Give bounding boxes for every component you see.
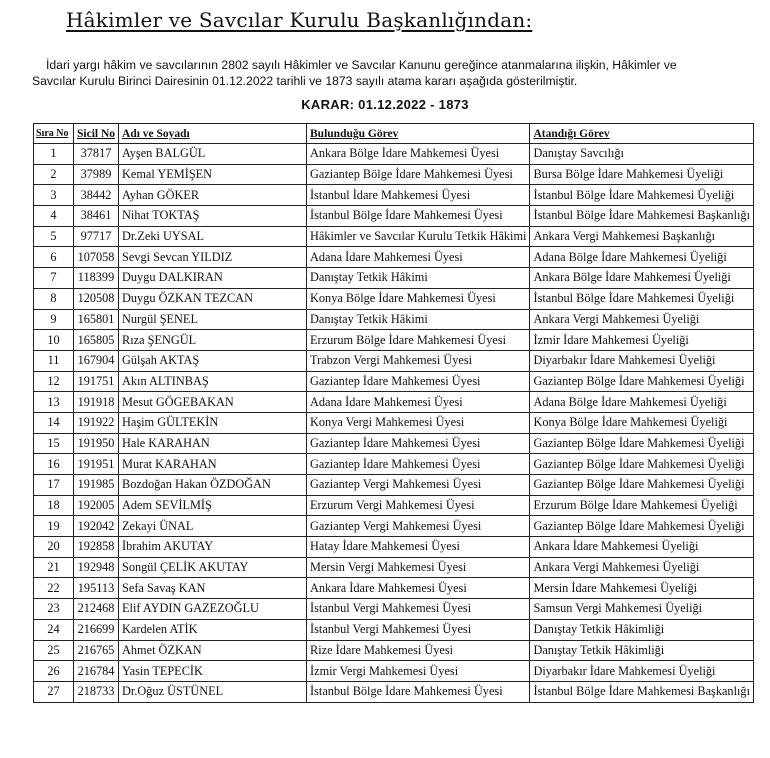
appointments-table [33,123,754,703]
cell-name: Sevgi Sevcan YILDIZ [119,247,307,268]
cell-new-post: Ankara Vergi Mahkemesi Üyeliği [530,309,754,330]
cell-current-post: Konya Bölge İdare Mahkemesi Üyesi [307,288,530,309]
cell-current-post: Gaziantep İdare Mahkemesi Üyesi [307,371,530,392]
cell-sicil-no: 192005 [74,495,119,516]
table-row [34,681,754,702]
cell-name: Duygu DALKIRAN [119,268,307,289]
cell-new-post: Danıştay Savcılığı [530,144,754,165]
cell-new-post: Gaziantep Bölge İdare Mahkemesi Üyeliği [530,433,754,454]
cell-sicil-no: 191751 [74,371,119,392]
cell-sira-no: 23 [34,599,74,620]
cell-current-post: İstanbul Vergi Mahkemesi Üyesi [307,619,530,640]
cell-new-post: Gaziantep Bölge İdare Mahkemesi Üyeliği [530,516,754,537]
cell-sicil-no: 192042 [74,516,119,537]
cell-current-post: Gaziantep İdare Mahkemesi Üyesi [307,454,530,475]
cell-sicil-no: 120508 [74,288,119,309]
cell-sira-no: 11 [34,350,74,371]
table-row [34,350,754,371]
cell-new-post: Bursa Bölge İdare Mahkemesi Üyeliği [530,164,754,185]
cell-sicil-no: 107058 [74,247,119,268]
cell-new-post: Danıştay Tetkik Hâkimliği [530,619,754,640]
cell-sira-no: 17 [34,475,74,496]
cell-sicil-no: 191951 [74,454,119,475]
cell-current-post: Danıştay Tetkik Hâkimi [307,268,530,289]
column-header-sicil-no: Sicil No [74,124,119,144]
cell-new-post: Danıştay Tetkik Hâkimliği [530,640,754,661]
cell-name: Murat KARAHAN [119,454,307,475]
column-header-current-post: Bulunduğu Görev [307,124,530,144]
cell-sira-no: 27 [34,681,74,702]
cell-new-post: İstanbul Bölge İdare Mahkemesi Başkanlığı [530,206,754,227]
document-title: Hâkimler ve Savcılar Kurulu Başkanlığından: [66,8,533,32]
table-row [34,309,754,330]
cell-sira-no: 16 [34,454,74,475]
cell-sicil-no: 97717 [74,226,119,247]
cell-sira-no: 8 [34,288,74,309]
cell-current-post: Gaziantep İdare Mahkemesi Üyesi [307,433,530,454]
cell-current-post: Mersin Vergi Mahkemesi Üyesi [307,557,530,578]
cell-name: Elif AYDIN GAZEZOĞLU [119,599,307,620]
table-row [34,288,754,309]
table-header-row [34,124,754,144]
cell-new-post: İstanbul Bölge İdare Mahkemesi Üyeliği [530,185,754,206]
cell-sira-no: 19 [34,516,74,537]
table-row [34,247,754,268]
cell-sira-no: 7 [34,268,74,289]
cell-name: Hale KARAHAN [119,433,307,454]
cell-sicil-no: 191985 [74,475,119,496]
cell-name: Dr.Oğuz ÜSTÜNEL [119,681,307,702]
cell-sicil-no: 216784 [74,661,119,682]
cell-name: Gülşah AKTAŞ [119,350,307,371]
cell-sicil-no: 216765 [74,640,119,661]
cell-sira-no: 21 [34,557,74,578]
cell-name: Mesut GÖGEBAKAN [119,392,307,413]
cell-sira-no: 5 [34,226,74,247]
cell-sira-no: 13 [34,392,74,413]
cell-new-post: Gaziantep Bölge İdare Mahkemesi Üyeliği [530,371,754,392]
cell-new-post: İstanbul Bölge İdare Mahkemesi Başkanlığı [530,681,754,702]
intro-line-1: İdari yargı hâkim ve savcılarının 2802 sayılı Hâkimler ve Savcılar Kanunu gereğince atanmalarına ilişkin, Hâkimler ve [46,58,677,72]
cell-new-post: Samsun Vergi Mahkemesi Üyeliği [530,599,754,620]
cell-new-post: Adana Bölge İdare Mahkemesi Üyeliği [530,247,754,268]
cell-current-post: Gaziantep Bölge İdare Mahkemesi Üyesi [307,164,530,185]
table-row [34,164,754,185]
cell-sira-no: 26 [34,661,74,682]
cell-sicil-no: 37817 [74,144,119,165]
cell-name: Sefa Savaş KAN [119,578,307,599]
table-row [34,640,754,661]
cell-name: Rıza ŞENGÜL [119,330,307,351]
cell-name: Nurgül ŞENEL [119,309,307,330]
cell-current-post: Hatay İdare Mahkemesi Üyesi [307,537,530,558]
cell-name: Adem SEVİLMİŞ [119,495,307,516]
cell-current-post: Trabzon Vergi Mahkemesi Üyesi [307,350,530,371]
cell-sicil-no: 167904 [74,350,119,371]
cell-name: Ahmet ÖZKAN [119,640,307,661]
table-row [34,206,754,227]
cell-name: Dr.Zeki UYSAL [119,226,307,247]
intro-paragraph [32,58,744,89]
cell-sira-no: 10 [34,330,74,351]
cell-name: Zekayi ÜNAL [119,516,307,537]
cell-new-post: İstanbul Bölge İdare Mahkemesi Üyeliği [530,288,754,309]
cell-sira-no: 2 [34,164,74,185]
cell-sicil-no: 212468 [74,599,119,620]
column-header-sira-no: Sıra No [34,124,74,144]
table-row [34,144,754,165]
cell-sicil-no: 165805 [74,330,119,351]
cell-sira-no: 12 [34,371,74,392]
cell-current-post: Gaziantep Vergi Mahkemesi Üyesi [307,475,530,496]
cell-new-post: Ankara İdare Mahkemesi Üyeliği [530,537,754,558]
cell-sira-no: 6 [34,247,74,268]
cell-name: Akın ALTINBAŞ [119,371,307,392]
cell-sicil-no: 195113 [74,578,119,599]
table-row [34,516,754,537]
cell-sicil-no: 165801 [74,309,119,330]
cell-name: Yasin TEPECİK [119,661,307,682]
cell-sicil-no: 118399 [74,268,119,289]
table-row [34,412,754,433]
cell-new-post: Adana Bölge İdare Mahkemesi Üyeliği [530,392,754,413]
column-header-name: Adı ve Soyadı [119,124,307,144]
cell-sicil-no: 192858 [74,537,119,558]
cell-new-post: Konya Bölge İdare Mahkemesi Üyeliği [530,412,754,433]
cell-sicil-no: 216699 [74,619,119,640]
table-row [34,599,754,620]
cell-current-post: Erzurum Vergi Mahkemesi Üyesi [307,495,530,516]
cell-sira-no: 24 [34,619,74,640]
cell-name: Bozdoğan Hakan ÖZDOĞAN [119,475,307,496]
cell-new-post: Ankara Vergi Mahkemesi Üyeliği [530,557,754,578]
cell-current-post: Rize İdare Mahkemesi Üyesi [307,640,530,661]
cell-name: Nihat TOKTAŞ [119,206,307,227]
cell-current-post: İstanbul Bölge İdare Mahkemesi Üyesi [307,681,530,702]
cell-sicil-no: 38442 [74,185,119,206]
table-row [34,392,754,413]
column-header-new-post: Atandığı Görev [530,124,754,144]
cell-current-post: İstanbul Bölge İdare Mahkemesi Üyesi [307,206,530,227]
cell-current-post: Hâkimler ve Savcılar Kurulu Tetkik Hâkimi [307,226,530,247]
cell-current-post: Konya Vergi Mahkemesi Üyesi [307,412,530,433]
table-row [34,371,754,392]
cell-new-post: Mersin İdare Mahkemesi Üyeliği [530,578,754,599]
table-row [34,619,754,640]
table-row [34,454,754,475]
cell-new-post: İzmir İdare Mahkemesi Üyeliği [530,330,754,351]
cell-sira-no: 1 [34,144,74,165]
cell-sicil-no: 191918 [74,392,119,413]
table-row [34,330,754,351]
cell-sira-no: 22 [34,578,74,599]
table-row [34,433,754,454]
cell-new-post: Ankara Bölge İdare Mahkemesi Üyeliği [530,268,754,289]
table-row [34,557,754,578]
table-row [34,268,754,289]
table-row [34,226,754,247]
cell-current-post: Adana İdare Mahkemesi Üyesi [307,392,530,413]
cell-name: Ayşen BALGÜL [119,144,307,165]
cell-new-post: Gaziantep Bölge İdare Mahkemesi Üyeliği [530,454,754,475]
cell-current-post: İzmir Vergi Mahkemesi Üyesi [307,661,530,682]
cell-current-post: İstanbul Vergi Mahkemesi Üyesi [307,599,530,620]
cell-sira-no: 18 [34,495,74,516]
table-row [34,578,754,599]
cell-new-post: Erzurum Bölge İdare Mahkemesi Üyeliği [530,495,754,516]
cell-name: Songül ÇELİK AKUTAY [119,557,307,578]
intro-line-2: Savcılar Kurulu Birinci Dairesinin 01.12.2022 tarihli ve 1873 sayılı atama kararı aşağıda gösterilmiştir. [32,73,578,88]
cell-name: Kardelen ATİK [119,619,307,640]
table-row [34,495,754,516]
table-row [34,661,754,682]
table-row [34,185,754,206]
cell-name: Kemal YEMİŞEN [119,164,307,185]
cell-current-post: Ankara Bölge İdare Mahkemesi Üyesi [307,144,530,165]
cell-current-post: Erzurum Bölge İdare Mahkemesi Üyesi [307,330,530,351]
cell-sira-no: 25 [34,640,74,661]
cell-name: Ayhan GÖKER [119,185,307,206]
decision-heading: KARAR: 01.12.2022 - 1873 [301,97,469,112]
cell-sira-no: 20 [34,537,74,558]
table-row [34,537,754,558]
cell-new-post: Gaziantep Bölge İdare Mahkemesi Üyeliği [530,475,754,496]
cell-sira-no: 4 [34,206,74,227]
cell-sicil-no: 37989 [74,164,119,185]
cell-sicil-no: 192948 [74,557,119,578]
cell-current-post: Danıştay Tetkik Hâkimi [307,309,530,330]
cell-sicil-no: 191950 [74,433,119,454]
cell-name: Haşim GÜLTEKİN [119,412,307,433]
cell-sira-no: 9 [34,309,74,330]
cell-sicil-no: 218733 [74,681,119,702]
cell-sira-no: 3 [34,185,74,206]
cell-sicil-no: 191922 [74,412,119,433]
cell-new-post: Diyarbakır İdare Mahkemesi Üyeliği [530,350,754,371]
cell-name: İbrahim AKUTAY [119,537,307,558]
cell-sira-no: 15 [34,433,74,454]
cell-name: Duygu ÖZKAN TEZCAN [119,288,307,309]
cell-current-post: İstanbul İdare Mahkemesi Üyesi [307,185,530,206]
cell-current-post: Ankara İdare Mahkemesi Üyesi [307,578,530,599]
cell-current-post: Adana İdare Mahkemesi Üyesi [307,247,530,268]
cell-new-post: Ankara Vergi Mahkemesi Başkanlığı [530,226,754,247]
cell-sira-no: 14 [34,412,74,433]
table-row [34,475,754,496]
cell-current-post: Gaziantep Vergi Mahkemesi Üyesi [307,516,530,537]
cell-sicil-no: 38461 [74,206,119,227]
cell-new-post: Diyarbakır İdare Mahkemesi Üyeliği [530,661,754,682]
